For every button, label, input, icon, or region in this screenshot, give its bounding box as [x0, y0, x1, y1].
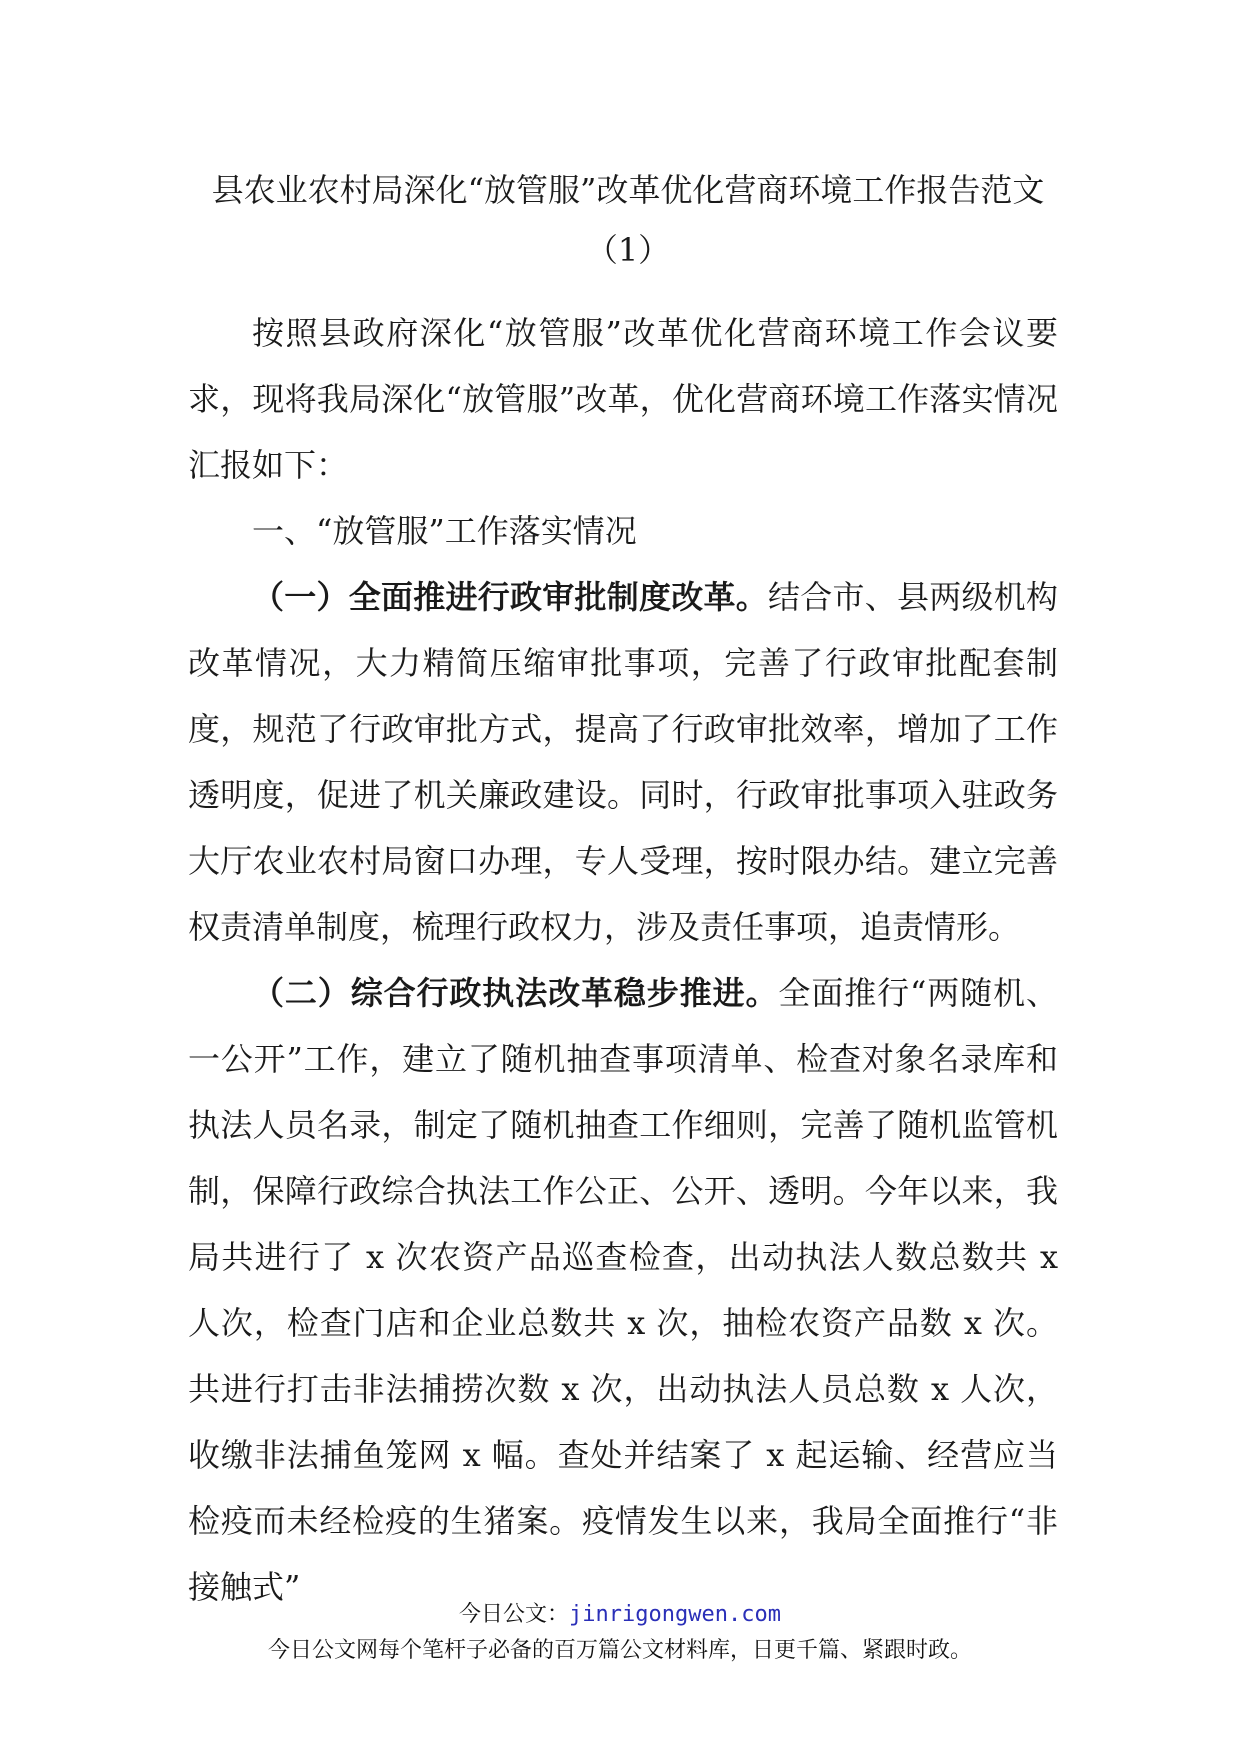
footer-link[interactable]: jinrigongwen.com [569, 1602, 781, 1627]
item-1-text: 结合市、县两级机构改革情况，大力精简压缩审批事项，完善了行政审批配套制度，规范了行政审批方式，提高了行政审批效率，增加了工作透明度，促进了机关廉政建设。同时，行政审批事项入驻政务大厅农业农村局窗口办理，专人受理，按时限办结。建立完善权责清单制度，梳理行政权力，涉及责任事项，追责情形。 [188, 578, 1058, 946]
intro-paragraph: 按照县政府深化“放管服”改革优化营商环境工作会议要求，现将我局深化“放管服”改革，优化营商环境工作落实情况汇报如下： [188, 314, 1058, 484]
title-line-2: （1） [585, 231, 671, 269]
footer-source [0, 1597, 1240, 1628]
item-1-paragraph [188, 564, 1058, 960]
title-line-1: 县农业农村局深化“放管服”改革优化营商环境工作报告范文 [211, 171, 1045, 209]
item-2-heading: （二）综合行政执法改革稳步推进。 [252, 974, 779, 1012]
document-title [188, 160, 1068, 280]
item-1-heading: （一）全面推进行政审批制度改革。 [252, 578, 768, 616]
footer-slogan: 今日公文网每个笔杆子必备的百万篇公文材料库，日更千篇、紧跟时政。 [267, 1638, 972, 1663]
item-2-text: 全面推行“两随机、一公开”工作，建立了随机抽查事项清单、检查对象名录库和执法人员名录，制定了随机抽查工作细则，完善了随机监管机制，保障行政综合执法工作公正、公开、透明。今年以来，我局共进行了 x 次农资产品巡查检查，出动执法人数总数共 x 人次，检查门店和企业总数共 x 次，抽检农资产品数 x 次。共进行打击非法捕捞次数 x 次，出动执法人员总数 x 人次，收缴非法捕鱼笼网 x 幅。查处并结案了 x 起运输、经营应当检疫而未经检疫的生猪案。疫情发生以来，我局全面推行“非接触式” [188, 974, 1058, 1606]
item-2-paragraph [188, 960, 1058, 1620]
footer-label: 今日公文： [459, 1602, 570, 1627]
document-body [188, 300, 1058, 1620]
section-heading: 一、“放管服”工作落实情况 [252, 512, 637, 550]
